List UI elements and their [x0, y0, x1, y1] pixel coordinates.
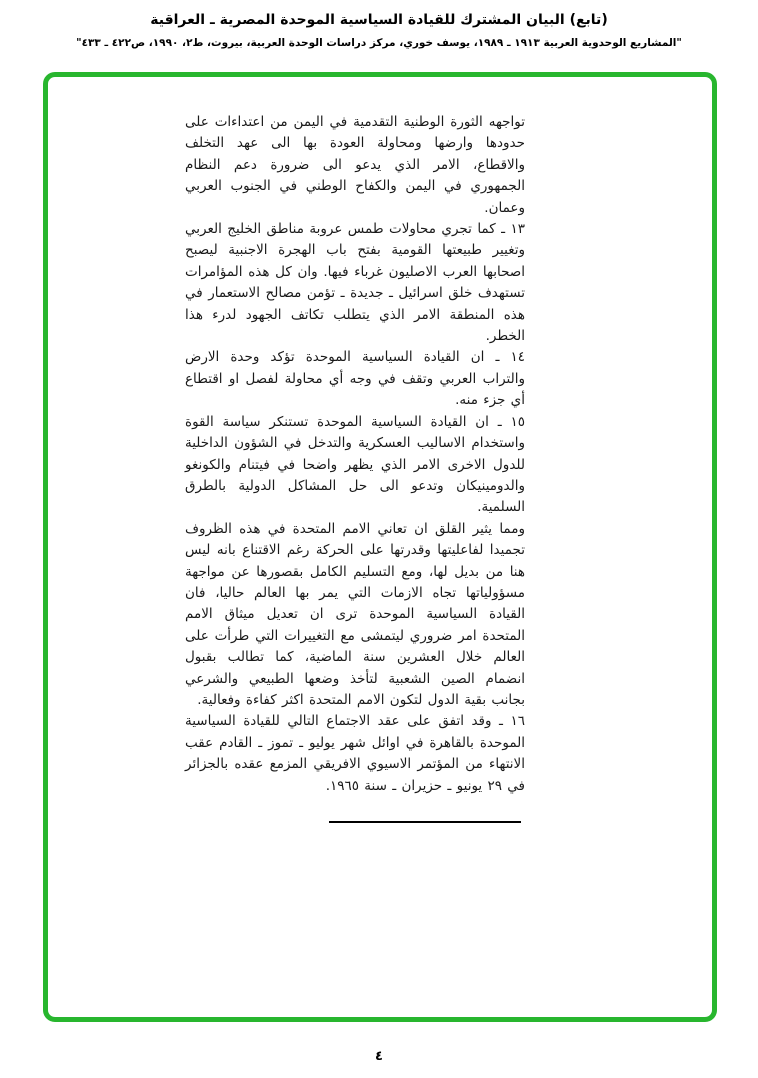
document-citation: "المشاريع الوحدوية العربية ١٩١٣ ـ ١٩٨٩، يوسف خوري، مركز دراسات الوحدة العربية، بيروت، ط٢، ١٩٩٠، ص٤٢٢ ـ ٤٣٣": [76, 37, 682, 49]
paragraph-un-charter: ومما يثير القلق ان تعاني الامم المتحدة في هذه الظروف تجميدا لفاعليتها وقدرتها على الحركة رغم الاقتناع بانه ليس هنا من بديل لها، ومع التسليم الكامل بقصورها عن مواجهة مسؤولياتها تجاه الازمات التي يمر بها العالم حاليا، فان القيادة السياسية الموحدة ترى ان تعديل ميثاق الامم المتحدة امر ضروري ليتمشى مع التغييرات التي طرأت على العالم خلال العشرين سنة الماضية، كما تطالب بقبول انضمام الصين الشعبية لتأخذ وضعها الطبيعي والشرعي بجانب بقية الدول لتكون الامم المتحدة اكثر كفاءة وفعالية.: [185, 520, 525, 708]
paragraph-continuation: تواجهه الثورة الوطنية التقدمية في اليمن من اعتداءات على حدودها وارضها ومحاولة العودة بها الى عهد التخلف والاقطاع، الامر الذي يدعو الى ضرورة دعم النظام الجمهوري في اليمن والكفاح الوطني في الجنوب العربي وعمان.: [185, 114, 525, 216]
paragraph-item-16: ١٦ ـ وقد اتفق على عقد الاجتماع التالي للقيادة السياسية الموحدة بالقاهرة في اوائل شهر يوليو ـ تموز ـ القادم عقب الانتهاء من المؤتمر الاسيوي الافريقي المزمع عقده بالجزائر في ٢٩ يونيو ـ حزيران ـ سنة ١٩٦٥.: [185, 713, 525, 794]
paragraph-item-14: ١٤ ـ ان القيادة السياسية الموحدة تؤكد وحدة الارض والتراب العربي وتقف في وجه أي محاولة لفصل او اقتطاع أي جزء منه.: [185, 349, 525, 409]
paragraph-item-13: ١٣ ـ كما تجري محاولات طمس عروبة مناطق الخليج العربي وتغيير طبيعتها القومية بفتح باب الهجرة الاجنبية ليصبح اصحابها العرب الاصليون غرباء فيها. وان كل هذه المؤامرات تستهدف خلق اسرائيل ـ جديدة ـ تؤمن مصالح الاستعمار في هذه المنطقة الامر الذي يتطلب تكاتف الجهود لدرء هذا الخطر.: [185, 221, 525, 345]
end-of-text-rule: [329, 821, 521, 823]
page-footer: [0, 1045, 758, 1064]
body-text-column: [185, 112, 525, 823]
document-title: (تابع) البيان المشترك للقيادة السياسية الموحدة المصرية ـ العراقية: [150, 12, 608, 28]
content-frame: [43, 72, 717, 1022]
document-header: [0, 12, 758, 49]
paragraph-item-15: ١٥ ـ ان القيادة السياسية الموحدة تستنكر سياسة القوة واستخدام الاساليب العسكرية والتدخل في الشؤون الداخلية للدول الاخرى الامر الذي يظهر واضحا في فيتنام والكونغو والدومينيكان وتدعو الى حل المشاكل الدولية بالطرق السلمية.: [185, 413, 525, 516]
page-number: ٤: [375, 1049, 383, 1064]
